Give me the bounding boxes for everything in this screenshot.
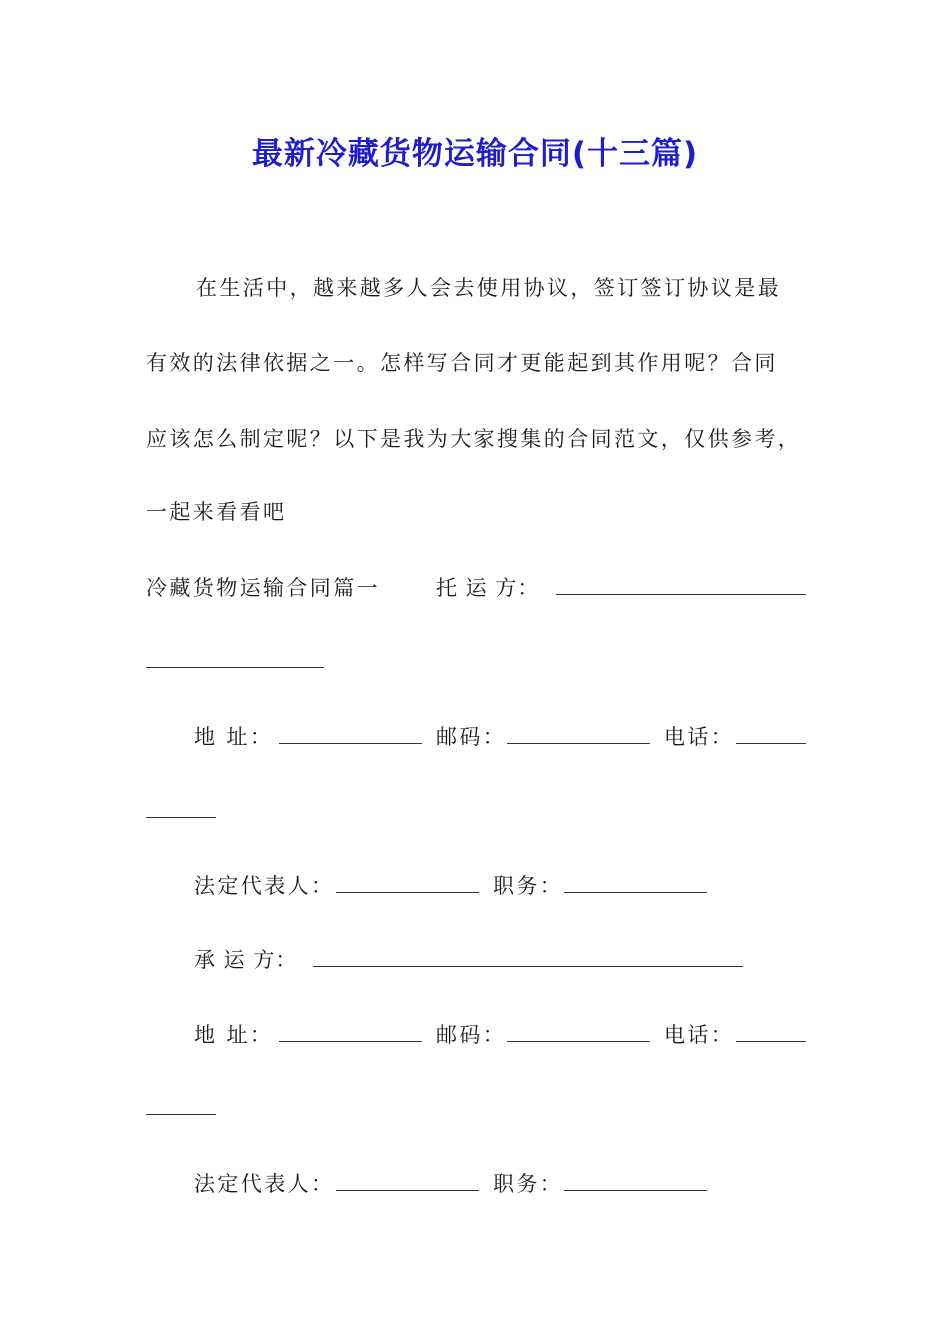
carrier-phone-blank[interactable]: [736, 1041, 806, 1042]
intro-paragraph-line-1: 在生活中，越来越多人会去使用协议，签订签订协议是最: [196, 276, 781, 300]
shipper-position-label: 职务：: [493, 874, 564, 898]
intro-paragraph-line-2: 有效的法律依据之一。怎样写合同才更能起到其作用呢？合同: [146, 351, 778, 375]
shipper-address-label: 地 址：: [194, 725, 274, 749]
shipper-postcode-blank[interactable]: [507, 743, 650, 744]
carrier-address-blank[interactable]: [279, 1041, 422, 1042]
carrier-postcode-label: 邮码：: [436, 1023, 507, 1047]
carrier-postcode-blank[interactable]: [507, 1041, 650, 1042]
shipper-label: 托 运 方：: [436, 576, 540, 600]
carrier-phone-label: 电话：: [664, 1023, 735, 1047]
shipper-phone-label: 电话：: [664, 725, 735, 749]
carrier-position-blank[interactable]: [564, 1190, 707, 1191]
shipper-blank-continued[interactable]: [146, 667, 324, 668]
carrier-phone-blank-continued[interactable]: [146, 1114, 216, 1115]
shipper-legal-rep-label: 法定代表人：: [194, 874, 335, 898]
carrier-blank[interactable]: [313, 966, 743, 967]
shipper-phone-blank[interactable]: [736, 743, 806, 744]
shipper-legal-rep-blank[interactable]: [336, 892, 479, 893]
shipper-position-blank[interactable]: [564, 892, 707, 893]
intro-paragraph-line-3: 应该怎么制定呢？以下是我为大家搜集的合同范文，仅供参考，: [146, 427, 802, 451]
shipper-address-blank[interactable]: [279, 743, 422, 744]
shipper-phone-blank-continued[interactable]: [146, 817, 216, 818]
carrier-position-label: 职务：: [493, 1172, 564, 1196]
shipper-postcode-label: 邮码：: [436, 725, 507, 749]
section-heading: 冷藏货物运输合同篇一: [146, 576, 380, 600]
intro-paragraph-line-4: 一起来看看吧: [146, 500, 287, 524]
carrier-legal-rep-blank[interactable]: [336, 1190, 479, 1191]
carrier-label: 承 运 方：: [194, 948, 298, 972]
carrier-address-label: 地 址：: [194, 1023, 274, 1047]
carrier-legal-rep-label: 法定代表人：: [194, 1172, 335, 1196]
document-title: 最新冷藏货物运输合同(十三篇): [251, 136, 699, 172]
shipper-blank[interactable]: [556, 594, 806, 595]
